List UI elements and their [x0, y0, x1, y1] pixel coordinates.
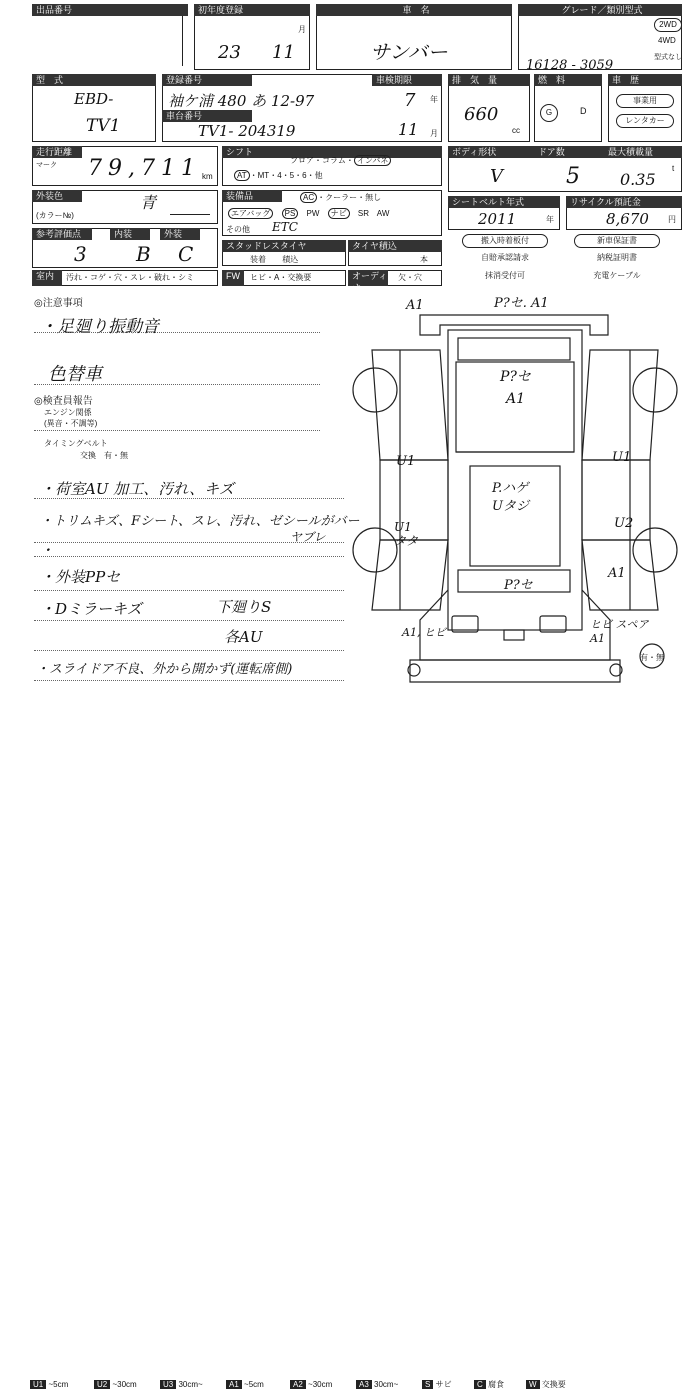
diag-right-a1: A1 — [608, 566, 626, 581]
notes-title: ◎注意事項 — [34, 298, 83, 309]
diag-center: P.ハゲ Uタジ — [492, 481, 529, 514]
report-line-2: ヤブレ — [290, 530, 326, 544]
lot-label: 出品番号 — [32, 4, 188, 16]
tire-load-label: タイヤ積込 — [348, 240, 442, 252]
diag-left-u2: U1 タタ — [394, 520, 419, 548]
audio-label: オーディオ — [348, 270, 388, 286]
grade-value: 16128 - 3059 — [526, 58, 614, 73]
drive-4wd: 4WD — [658, 36, 676, 45]
doc-2: 自賠承認請求 — [462, 252, 548, 264]
first-reg-label: 初年度登録 — [194, 4, 310, 16]
diag-left-u1: U1 — [396, 454, 416, 469]
audio-items: 欠・穴 — [398, 273, 422, 282]
grade-label: グレード／類別型式 — [518, 4, 682, 16]
doc-3: 納税証明書 — [574, 252, 660, 264]
chassis-value: TV1- 204319 — [198, 122, 296, 140]
car-name: サンバー — [370, 40, 448, 64]
timing-label: タイミングベルト — [44, 439, 108, 448]
diag-right-u2: U2 — [614, 516, 634, 531]
displacement-value: 660 — [464, 104, 499, 125]
exterior-label: 外装 — [160, 228, 200, 240]
first-reg-year: 23 — [218, 42, 241, 63]
fuel-d: D — [580, 106, 587, 116]
doc-4: 抹消受付可 — [462, 270, 548, 282]
fw-label: FW — [222, 270, 244, 286]
recycle-value: 8,670 — [606, 210, 649, 228]
tires-label: スタッドレスタイヤ — [222, 240, 346, 252]
report-line-1: ・トリムキズ、Fシート、スレ、汚れ、ゼシールがバー — [40, 514, 360, 529]
exterior-color-value: 青 — [140, 193, 157, 212]
diag-a1-top: A1 — [406, 298, 424, 313]
report-line-7: 各AU — [224, 628, 263, 646]
load-label: 最大積載量 — [604, 146, 682, 158]
first-reg-month: 11 — [272, 42, 295, 63]
note-line-0: ・足廻り振動音 — [40, 317, 159, 337]
report-line-3: ・ — [40, 543, 54, 559]
mileage-label: 走行距離 — [32, 146, 82, 158]
equipment-other-value: ETC — [272, 220, 298, 234]
body-value: V — [490, 166, 503, 187]
scores-label: 参考評価点 — [32, 228, 92, 240]
interior-state-label: 室内 — [32, 270, 62, 286]
seatbelt-unit: 年 — [546, 215, 554, 224]
chassis-label: 車台番号 — [162, 110, 252, 122]
report-line-5: ・Dミラーキズ — [40, 600, 142, 618]
purpose-business: 事業用 — [616, 94, 674, 108]
report-line-8: ・スライドア不良、外から開かず(運転席側) — [36, 662, 293, 677]
inspection-month: 11 — [398, 120, 419, 139]
load-value: 0.35 — [620, 170, 656, 189]
doc-0: 搬入時着板付 — [462, 234, 548, 248]
report-line-6: 下廻りS — [216, 598, 272, 616]
diag-rear-left: A1, ヒビ — [402, 626, 446, 639]
purpose-label: 車 歴 — [608, 74, 682, 86]
car-name-label: 車 名 — [316, 4, 512, 16]
tires-options: 装着 積込 — [250, 255, 299, 264]
equipment-row-1: AC ・クーラー・無し — [300, 192, 381, 203]
seatbelt-label: シートベルト年式 — [448, 196, 560, 208]
seatbelt-value: 2011 — [478, 210, 517, 228]
equipment-label: 装備品 — [222, 190, 282, 202]
mileage-unit: km — [202, 172, 213, 181]
note-line-1: 色替車 — [48, 364, 102, 385]
purpose-rental: レンタカー — [616, 114, 674, 128]
fw-items: ヒビ・A・交換要 — [250, 273, 312, 282]
model-code: TV1 — [86, 116, 121, 136]
diag-rear-right: ヒビ スペア A1 — [590, 618, 649, 645]
recycle-label: リサイクル預託金 — [566, 196, 682, 208]
report-title: ◎検査員報告 — [34, 396, 93, 407]
report-line-4: ・外装PPセ — [40, 568, 121, 586]
fuel-g: G — [540, 104, 558, 122]
report-line-0: ・荷室AU 加工、汚れ、キズ — [40, 480, 234, 498]
exterior-color-sub: (カラー№) — [36, 211, 74, 220]
model-label: 型 式 — [32, 74, 156, 86]
drive-2wd: 2WD — [654, 18, 682, 32]
score-overall: 3 — [74, 242, 87, 266]
mileage-value: 79,711 — [88, 156, 201, 181]
fuel-label: 燃 料 — [534, 74, 602, 86]
mileage-mark-label: マーク — [36, 162, 57, 169]
shift-label: シフト — [222, 146, 442, 158]
score-interior: B — [136, 242, 151, 266]
diag-rear: P?セ — [504, 578, 533, 593]
shift-options-2: AT ・MT・4・5・6・他 — [234, 170, 323, 181]
model-prefix: EBD- — [74, 90, 114, 108]
doc-1: 新車保証書 — [574, 234, 660, 248]
diag-roof: P?セ A1 — [500, 369, 531, 407]
drive-none: 型式なし — [654, 54, 682, 61]
doors-value: 5 — [566, 164, 580, 189]
equipment-row-2: エアバッグ PS PW ナビ SR AW — [228, 208, 389, 219]
score-exterior: C — [178, 242, 194, 266]
tire-load-value: 本 — [420, 255, 428, 264]
recycle-unit: 円 — [668, 215, 676, 224]
month-unit: 月 — [298, 25, 306, 34]
legend-bar: U1 ~5cm U2 ~30cm U3 30cm~ A1 ~5cm A2 ~30cm A3 30cm~ S サビ C 腐食 W 交換要 — [30, 690, 690, 700]
exterior-color-label: 外装色 — [32, 190, 82, 202]
doors-label: ドア数 — [534, 146, 604, 158]
diag-right-u1: U1 — [612, 450, 632, 465]
inspection-month-unit: 月 — [430, 129, 438, 138]
body-label: ボディ形状 — [448, 146, 534, 158]
inspection-label: 車検期限 — [372, 74, 442, 86]
engine-label: エンジン関係 — [44, 408, 92, 417]
timing-value: 交換 有・無 — [80, 451, 128, 460]
inspection-year: 7 — [404, 90, 416, 111]
diag-top-note: P?セ. A1 — [494, 296, 549, 311]
interior-label: 内装 — [110, 228, 150, 240]
interior-state-items: 汚れ・コゲ・穴・スレ・破れ・シミ — [66, 273, 194, 282]
engine-sub: (異音・不調等) — [44, 419, 98, 428]
load-unit: t — [672, 164, 675, 173]
registration-value: 袖ケ浦 480 あ 12-97 — [168, 92, 315, 110]
registration-label: 登録番号 — [162, 74, 252, 86]
inspection-year-unit: 年 — [430, 95, 438, 104]
diag-spare: 有・無 — [640, 653, 664, 662]
shift-options-1: フロア・コラム・ インパネ — [290, 155, 391, 166]
equipment-other-label: その他 — [226, 225, 250, 234]
displacement-unit: cc — [512, 126, 520, 135]
doc-5: 充電ケーブル — [574, 270, 660, 282]
displacement-label: 排 気 量 — [448, 74, 530, 86]
